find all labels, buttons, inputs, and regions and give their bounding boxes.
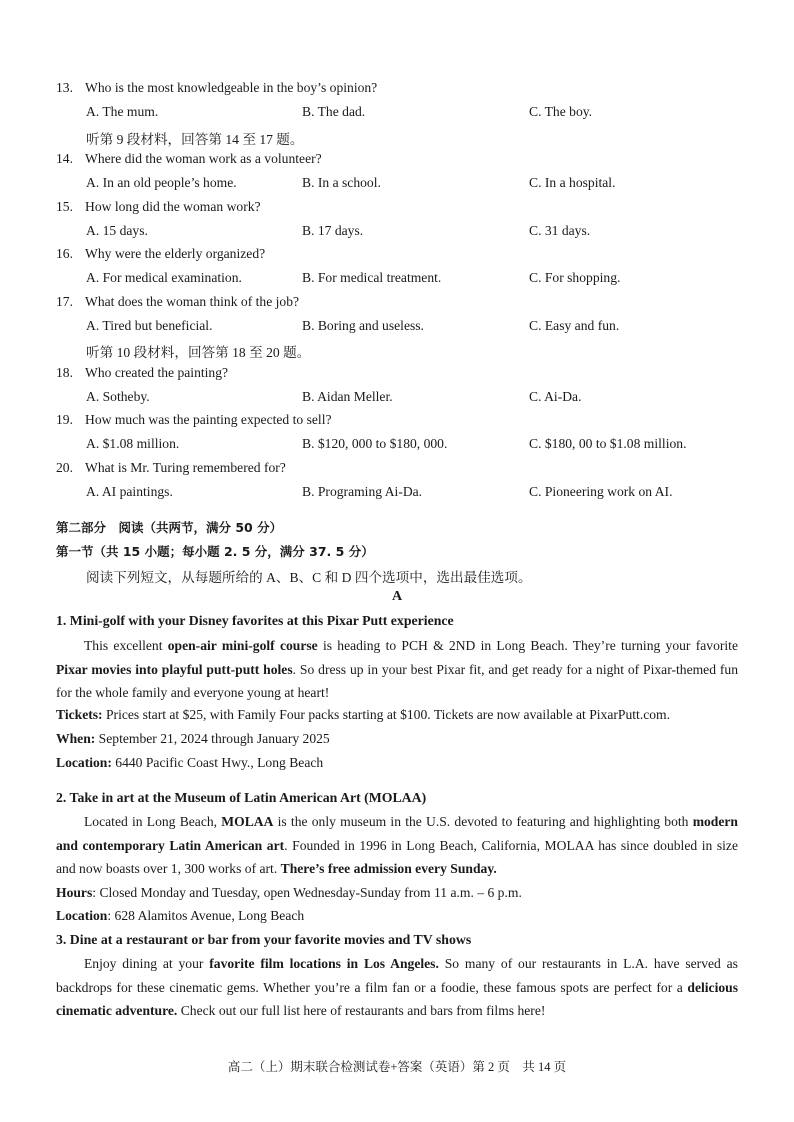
question-14 — [56, 151, 322, 167]
text-run: is the only museum in the U.S. devoted to featuring and highlighting both — [273, 814, 693, 829]
item-title: 1. Mini-golf with your Disney favorites at this Pixar Putt experience — [56, 613, 454, 628]
highlight-text: modern and contemporary Latin American art — [56, 814, 738, 853]
text-run: . So dress up in your best Pixar fit, and get ready for a night of Pixar-themed fun for the whole family and everyone young at heart! — [56, 661, 738, 701]
question-text: How much was the painting expected to sell? — [85, 412, 332, 427]
question-18 — [56, 365, 228, 381]
tickets-line — [56, 707, 670, 723]
option-a: A. In an old people’s home. — [86, 175, 237, 190]
option-a: A. For medical examination. — [86, 270, 242, 285]
question-text: What is Mr. Turing remembered for? — [85, 460, 286, 475]
text-run: This excellent — [84, 638, 168, 653]
option-c: C. Pioneering work on AI. — [529, 484, 673, 499]
item-title: 2. Take in art at the Museum of Latin American Art (MOLAA) — [56, 790, 427, 805]
option-a: A. 15 days. — [86, 223, 148, 238]
question-number: 13. — [56, 80, 73, 95]
option-a: A. Tired but beneficial. — [86, 318, 213, 333]
item-paragraph — [56, 634, 738, 705]
option-a: A. The mum. — [86, 104, 159, 119]
page-footer: 高二（上）期末联合检测试卷+答案（英语）第 2 页 共 14 页 — [227, 1060, 567, 1074]
highlight-text: open-air mini-golf course — [167, 638, 318, 653]
option-c: C. 31 days. — [529, 223, 591, 238]
option-c: C. For shopping. — [529, 270, 621, 285]
part-heading: 第二部分 阅读（共两节，满分 50 分） — [56, 520, 283, 535]
question-17 — [56, 294, 299, 310]
option-b: B. $120, 000 to $180, 000. — [302, 436, 448, 451]
when-line — [56, 731, 330, 747]
option-a: A. $1.08 million. — [86, 436, 180, 451]
option-a: A. Sotheby. — [86, 389, 150, 404]
question-15 — [56, 199, 261, 215]
text-run: Located in Long Beach, — [84, 814, 222, 829]
question-text: Who is the most knowledgeable in the boy’s opinion? — [85, 80, 378, 95]
question-number: 15. — [56, 199, 73, 214]
highlight-text: MOLAA — [221, 814, 274, 829]
field-label: Location: — [56, 755, 112, 770]
option-c: C. The boy. — [529, 104, 593, 119]
question-16 — [56, 246, 265, 262]
field-label: Hours — [56, 885, 93, 900]
option-a: A. AI paintings. — [86, 484, 173, 499]
text-run: is heading to PCH & 2ND in Long Beach. They’re turning your favorite — [317, 638, 738, 653]
item-title: 3. Dine at a restaurant or bar from your favorite movies and TV shows — [56, 932, 472, 947]
question-number: 19. — [56, 412, 73, 427]
listening-instruction: 听第 10 段材料，回答第 18 至 20 题。 — [86, 345, 311, 360]
text-run: So many of our restaurants in L.A. have served as backdrops for these cinematic gems. Whether you’re a film fan or a foodie, these famous spots are perfect for a — [56, 956, 738, 995]
question-text: Who created the painting? — [85, 365, 229, 380]
question-number: 16. — [56, 246, 73, 261]
question-13 — [56, 80, 377, 96]
field-label: Location — [56, 908, 108, 923]
text-run: Check out our full list here of restaurants and bars from films here! — [177, 1003, 546, 1019]
option-c: C. In a hospital. — [529, 175, 616, 190]
highlight-text: delicious cinematic adventure. — [56, 979, 738, 1019]
field-value: : 628 Alamitos Avenue, Long Beach — [107, 908, 305, 923]
question-20 — [56, 460, 286, 476]
listening-instruction: 听第 9 段材料，回答第 14 至 17 题。 — [86, 132, 304, 147]
question-text: Why were the elderly organized? — [85, 246, 266, 261]
text-run: . Founded in 1996 in Long Beach, California, MOLAA has since doubled in size and now boasts over 1, 300 works of art. — [56, 837, 738, 877]
option-c: C. Easy and fun. — [529, 318, 620, 333]
field-value: September 21, 2024 through January 2025 — [95, 731, 330, 746]
question-number: 17. — [56, 294, 73, 309]
hours-line — [56, 885, 522, 901]
option-b: B. Boring and useless. — [302, 318, 424, 333]
question-text: What does the woman think of the job? — [85, 294, 300, 309]
section-heading: 第一节（共 15 小题；每小题 2. 5 分，满分 37. 5 分） — [56, 544, 374, 559]
field-label: When: — [56, 731, 96, 746]
option-c: C. $180, 00 to $1.08 million. — [529, 436, 687, 451]
option-b: B. The dad. — [302, 104, 366, 119]
field-value: Prices start at $25, with Family Four packs starting at $100. Tickets are now available at PixarPutt.com. — [102, 707, 671, 722]
reading-directions: 阅读下列短文，从每题所给的 A、B、C 和 D 四个选项中，选出最佳选项。 — [86, 570, 532, 585]
location-line — [56, 908, 304, 924]
highlight-text: There’s free admission every Sunday. — [280, 861, 497, 877]
field-value: 6440 Pacific Coast Hwy., Long Beach — [111, 755, 324, 770]
field-label: Tickets: — [56, 707, 103, 722]
question-number: 20. — [56, 460, 73, 475]
field-value: : Closed Monday and Tuesday, open Wednesday-Sunday from 11 a.m. – 6 p.m. — [92, 885, 522, 900]
option-b: B. Programing Ai-Da. — [302, 484, 423, 499]
option-b: B. Aidan Meller. — [302, 389, 393, 404]
item-paragraph — [56, 810, 738, 881]
option-b: B. In a school. — [302, 175, 381, 190]
location-line — [56, 755, 323, 771]
option-b: B. 17 days. — [302, 223, 364, 238]
highlight-text: Pixar movies into playful putt-putt holes — [56, 661, 293, 677]
highlight-text: favorite film locations in Los Angeles. — [209, 956, 439, 971]
question-text: Where did the woman work as a volunteer? — [85, 151, 322, 166]
option-c: C. Ai-Da. — [529, 389, 582, 404]
question-number: 18. — [56, 365, 73, 380]
text-run: Enjoy dining at your — [84, 956, 210, 971]
option-b: B. For medical treatment. — [302, 270, 442, 285]
question-19 — [56, 412, 332, 428]
question-text: How long did the woman work? — [85, 199, 261, 214]
passage-label: A — [391, 589, 403, 604]
item-paragraph — [56, 952, 738, 1023]
question-number: 14. — [56, 151, 73, 166]
